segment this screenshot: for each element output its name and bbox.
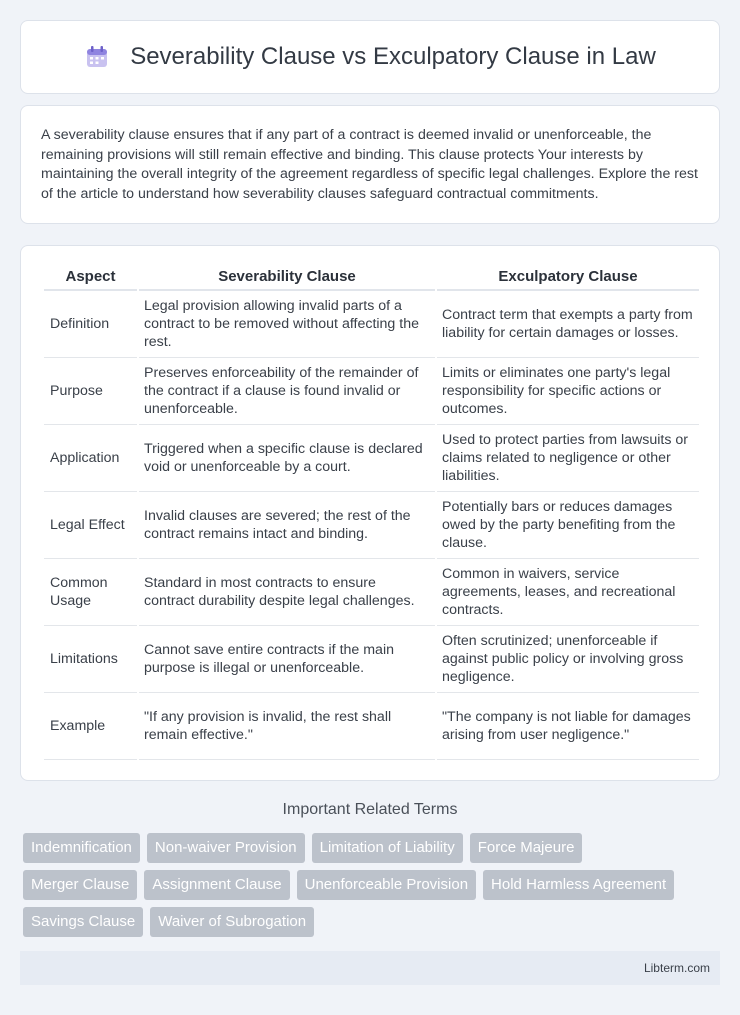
cell-aspect: Common Usage	[44, 559, 137, 626]
cell-aspect: Application	[44, 425, 137, 492]
comparison-table-card	[20, 245, 720, 781]
cell-aspect: Example	[44, 693, 137, 760]
table-row	[44, 559, 699, 626]
related-term-tag[interactable]: Unenforceable Provision	[297, 870, 476, 900]
cell-severability: Legal provision allowing invalid parts of a contract to be removed without affecting the rest.	[139, 291, 435, 358]
table-row	[44, 626, 699, 693]
related-term-tag[interactable]: Waiver of Subrogation	[150, 907, 314, 937]
cell-severability: "If any provision is invalid, the rest shall remain effective."	[139, 693, 435, 760]
cell-severability: Invalid clauses are severed; the rest of the contract remains intact and binding.	[139, 492, 435, 559]
table-row	[44, 358, 699, 425]
page-title: Severability Clause vs Exculpatory Clause in Law	[130, 43, 656, 70]
table-row	[44, 291, 699, 358]
cell-aspect: Limitations	[44, 626, 137, 693]
cell-severability: Triggered when a specific clause is declared void or unenforceable by a court.	[139, 425, 435, 492]
intro-card	[20, 105, 720, 224]
calendar-icon	[84, 44, 110, 70]
related-term-tag[interactable]: Limitation of Liability	[312, 833, 463, 863]
header-card	[20, 20, 720, 94]
table-row	[44, 492, 699, 559]
cell-exculpatory: Common in waivers, service agreements, leases, and recreational contracts.	[437, 559, 699, 626]
tag-row	[23, 907, 723, 937]
header-exculpatory: Exculpatory Clause	[437, 263, 699, 291]
comparison-table	[42, 263, 701, 760]
tag-row	[23, 870, 723, 900]
related-term-tag[interactable]: Savings Clause	[23, 907, 143, 937]
cell-severability: Cannot save entire contracts if the main purpose is illegal or unenforceable.	[139, 626, 435, 693]
table-row	[44, 425, 699, 492]
table-row	[44, 693, 699, 760]
cell-exculpatory: Used to protect parties from lawsuits or claims related to negligence or other liabilities.	[437, 425, 699, 492]
related-term-tag[interactable]: Non-waiver Provision	[147, 833, 305, 863]
intro-text: A severability clause ensures that if any part of a contract is deemed invalid or unenforceable, the remaining provisions will still remain effective and binding. This clause protects Your interests by maintaining the overall integrity of the agreement regardless of specific legal challenges. Explore the rest of the article to understand how severability clauses safeguard contractual commitments.	[41, 127, 698, 202]
cell-severability: Preserves enforceability of the remainder of the contract if a clause is found invalid or unenforceable.	[139, 358, 435, 425]
cell-exculpatory: Contract term that exempts a party from liability for certain damages or losses.	[437, 291, 699, 358]
table-header-row	[44, 263, 699, 291]
related-term-tag[interactable]: Assignment Clause	[144, 870, 289, 900]
footer-site-link[interactable]: Libterm.com	[643, 961, 710, 975]
related-term-tag[interactable]: Force Majeure	[470, 833, 583, 863]
cell-exculpatory: Limits or eliminates one party's legal responsibility for specific actions or outcomes.	[437, 358, 699, 425]
related-terms-list	[23, 833, 723, 944]
cell-exculpatory: Often scrutinized; unenforceable if against public policy or involving gross negligence.	[437, 626, 699, 693]
cell-aspect: Purpose	[44, 358, 137, 425]
header-severability: Severability Clause	[139, 263, 435, 291]
cell-aspect: Definition	[44, 291, 137, 358]
related-term-tag[interactable]: Merger Clause	[23, 870, 137, 900]
cell-exculpatory: Potentially bars or reduces damages owed by the party benefiting from the clause.	[437, 492, 699, 559]
related-terms-title: Important Related Terms	[282, 801, 458, 818]
cell-severability: Standard in most contracts to ensure contract durability despite legal challenges.	[139, 559, 435, 626]
footer	[20, 951, 720, 985]
tag-row	[23, 833, 723, 863]
cell-exculpatory: "The company is not liable for damages arising from user negligence."	[437, 693, 699, 760]
cell-aspect: Legal Effect	[44, 492, 137, 559]
related-term-tag[interactable]: Indemnification	[23, 833, 140, 863]
header-aspect: Aspect	[44, 263, 137, 291]
related-term-tag[interactable]: Hold Harmless Agreement	[483, 870, 674, 900]
